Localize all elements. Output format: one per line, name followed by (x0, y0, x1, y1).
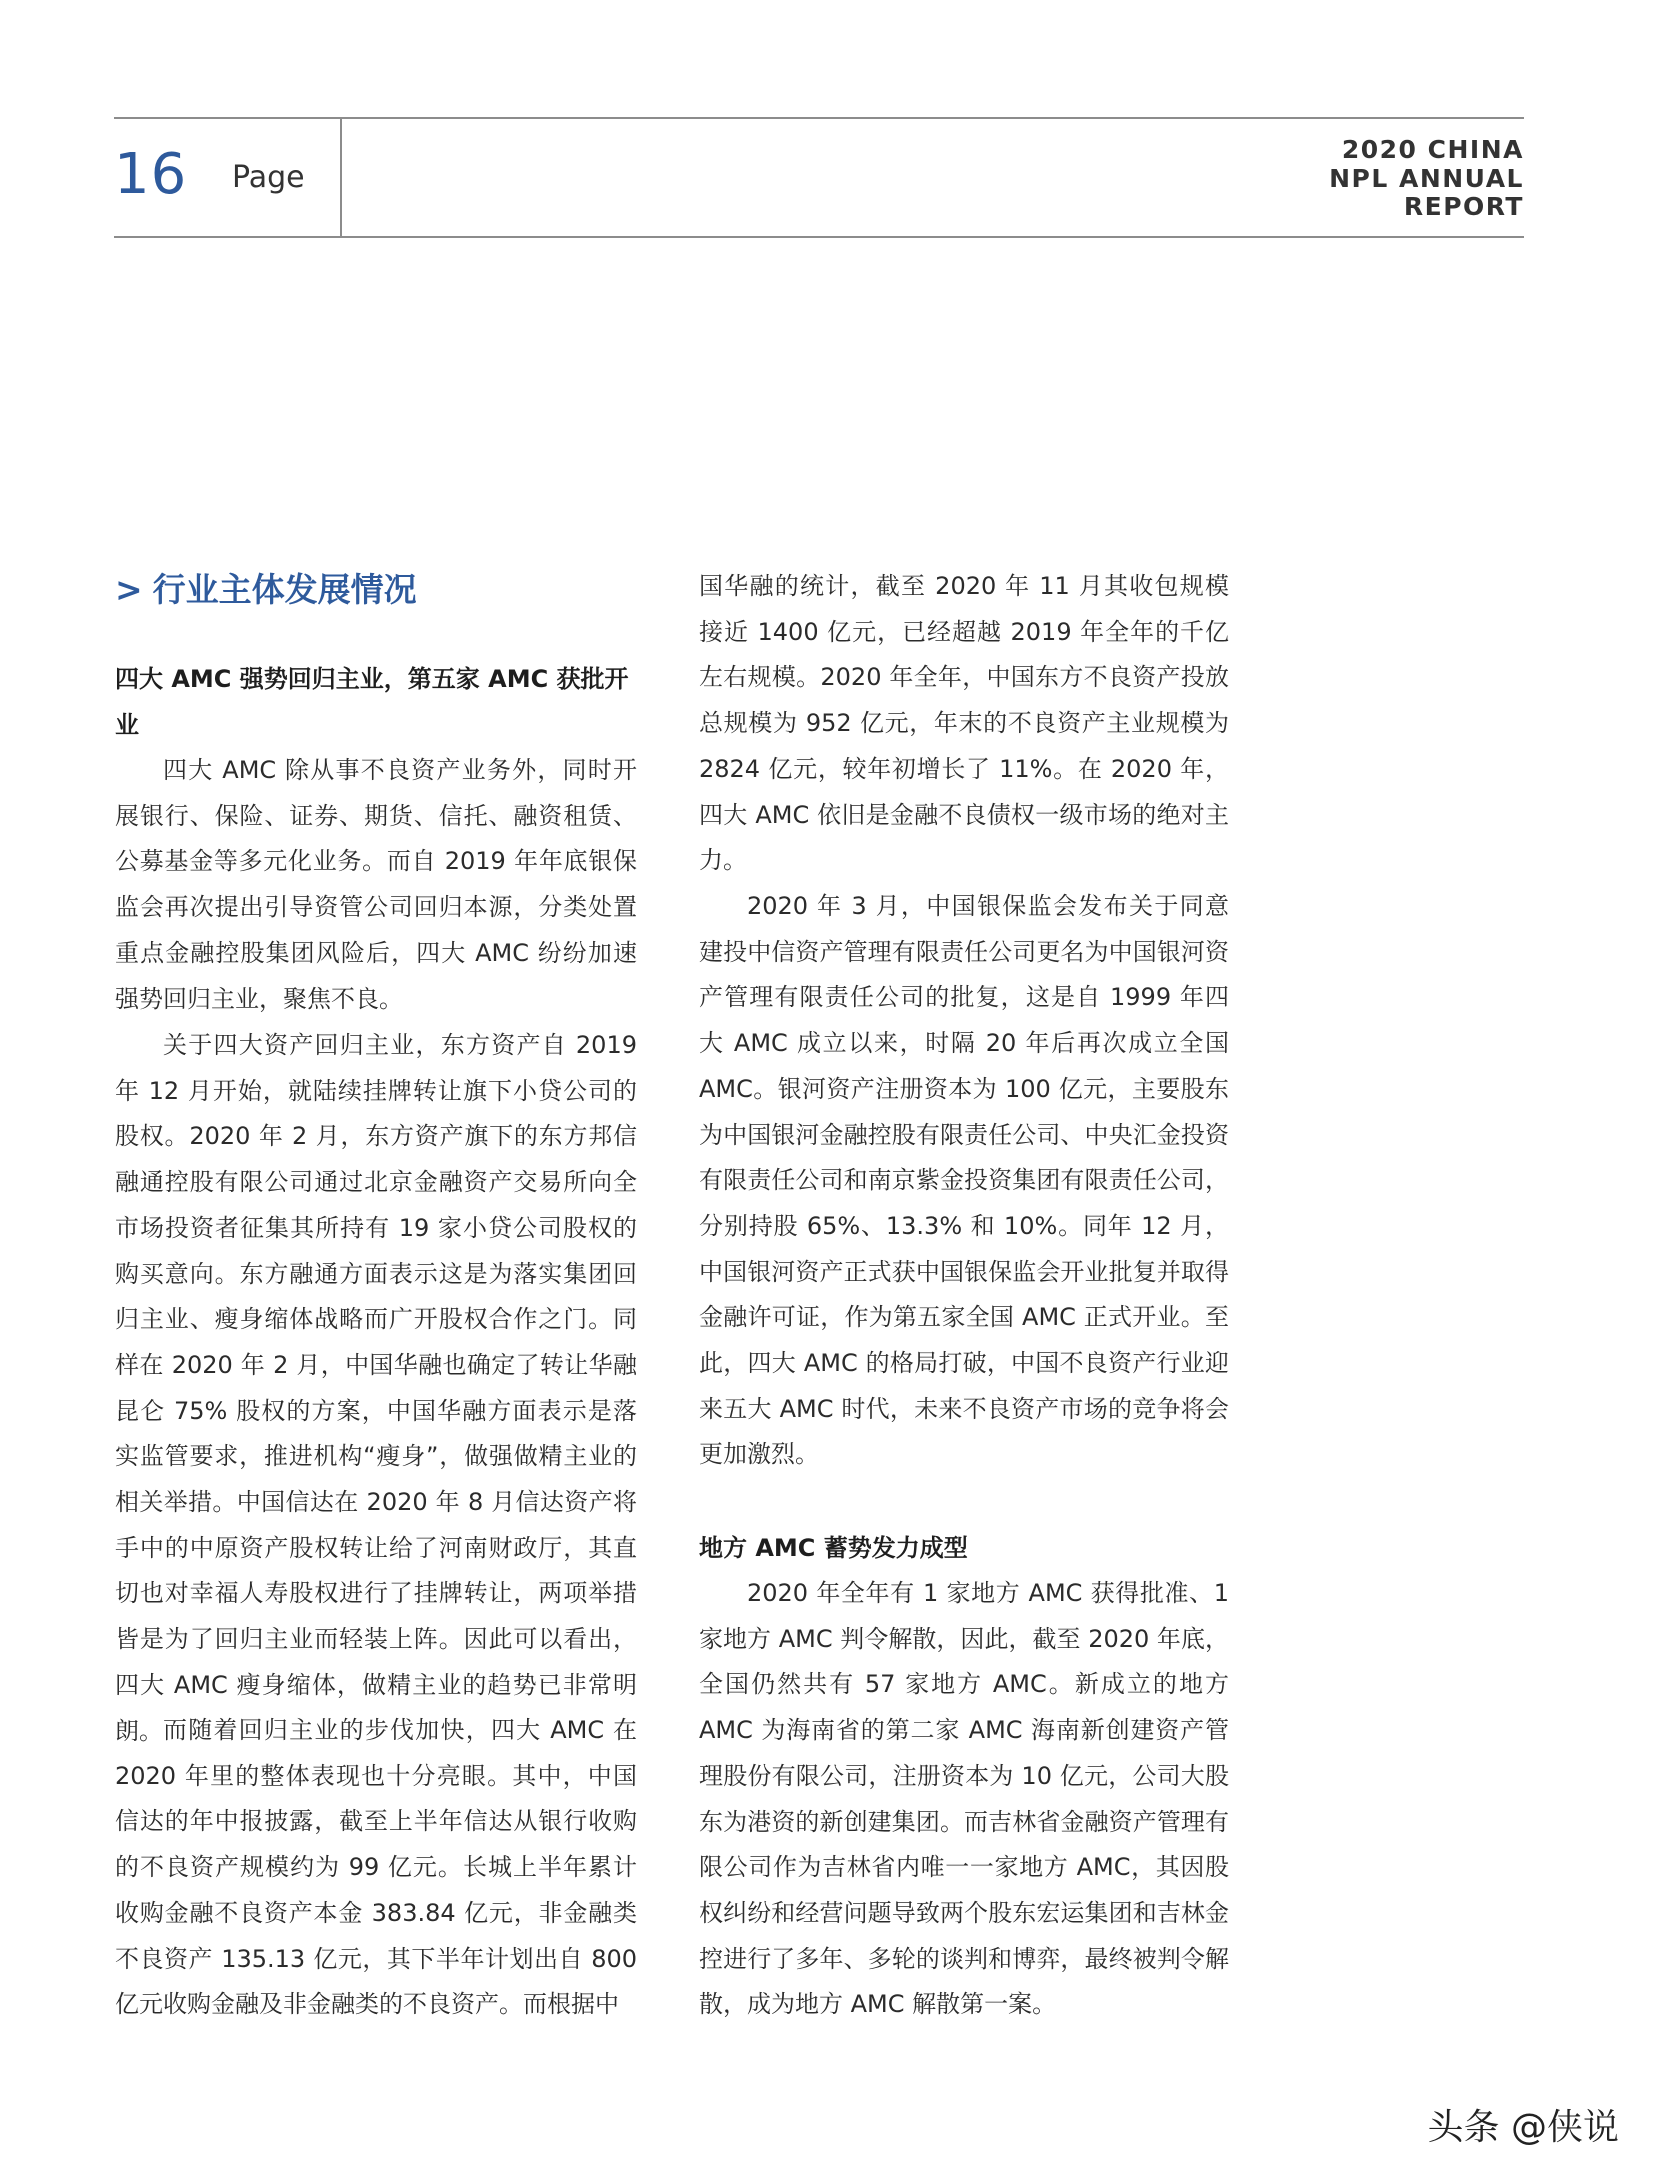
watermark: 头条 @侠说 (1427, 2107, 1619, 2148)
report-title-line: 2020 CHINA (1341, 135, 1524, 164)
page-number: 16 (114, 142, 188, 207)
page-label: Page (232, 160, 305, 195)
chevron-right-icon: > (115, 570, 143, 609)
right-paragraph-continuation: 国华融的统计，截至 2020 年 11 月其收包规模接近 1400 亿元，已经超越 2019 年全年的千亿左右规模。2020 年全年，中国东方不良资产投放总规模为 952 亿元，年末的不良资产主业规模为 2824 亿元，较年初增长了 11%。在 2020 年，四大 AMC 依旧是金融不良债权一级市场的绝对主力。 (699, 572, 1229, 875)
section-title (115, 566, 637, 614)
right-paragraph-2: 2020 年 3 月，中国银保监会发布关于同意建投中信资产管理有限责任公司更名为中国银河资产管理有限责任公司的批复，这是自 1999 年四大 AMC 成立以来，时隔 20 年后再次成立全国 AMC。银河资产注册资本为 100 亿元，主要股东为中国银河金融控股有限责任公司、中央汇金投资有限责任公司和南京紫金投资集团有限责任公司，分别持股 65%、13.3% 和 10%。同年 12 月，中国银河资产正式获中国银保监会开业批复并取得金融许可证，作为第五家全国 AMC 正式开业。至此，四大 AMC 的格局打破，中国不良资产行业迎来五大 AMC 时代，未来不良资产市场的竞争将会更加激烈。 (699, 892, 1229, 1469)
report-title (1164, 136, 1524, 222)
report-title-line: NPL ANNUAL (1329, 163, 1524, 193)
header-top-rule (114, 117, 1524, 119)
left-paragraph-3: 而随着回归主业的步伐加快，四大 AMC 在 2020 年里的整体表现也十分亮眼。其中，中国信达的年中报披露，截至上半年信达从银行收购的不良资产规模约为 99 亿元。长城上半年累计收购金融不良资产本金 383.84 亿元，非金融类不良资产 135.13 亿元，其下半年计划出自 800 亿元收购金融及非金融类的不良资产。而根据中 (115, 1716, 637, 2019)
right-subhead: 地方 AMC 蓄势发力成型 (699, 1534, 968, 1562)
header-divider (340, 119, 342, 236)
right-paragraph-3: 2020 年全年有 1 家地方 AMC 获得批准、1 家地方 AMC 判令解散，因此，截至 2020 年底，全国仍然共有 57 家地方 AMC。新成立的地方 AMC 为海南省的第二家 AMC 海南新创建资产管理股份有限公司，注册资本为 10 亿元，公司大股东为港资的新创建集团。而吉林省金融资产管理有限公司作为吉林省内唯一一家地方 AMC，其因股权纠纷和经营问题导致两个股东宏运集团和吉林金控进行了多年、多轮的谈判和博弈，最终被判令解散，成为地方 AMC 解散第一案。 (699, 1579, 1229, 2019)
left-subhead: 四大 AMC 强势回归主业，第五家 AMC 获批开业 (115, 665, 629, 739)
section-title-text: 行业主体发展情况 (152, 570, 417, 609)
left-paragraph-2: 关于四大资产回归主业，东方资产自 2019 年 12 月开始，就陆续挂牌转让旗下小贷公司的股权。2020 年 2 月，东方资产旗下的东方邦信融通控股有限公司通过北京金融资产交易所向全市场投资者征集其所持有 19 家小贷公司股权的购买意向。东方融通方面表示这是为落实集团回归主业、瘦身缩体战略而广开股权合作之门。同样在 2020 年 2 月，中国华融也确定了转让华融昆仑 75% 股权的方案，中国华融方面表示是落实监管要求，推进机构“瘦身”，做强做精主业的相关举措。中国信达在 2020 年 8 月信达资产将手中的中原资产股权转让给了河南财政厅，其直切也对幸福人寿股权进行了挂牌转让，两项举措皆是为了回归主业而轻装上阵。因此可以看出，四大 AMC 瘦身缩体，做精主业的趋势已非常明朗。 (115, 1031, 637, 1745)
report-title-line: REPORT (1403, 192, 1524, 221)
header-bottom-rule (114, 236, 1524, 238)
left-paragraph-1: 四大 AMC 除从事不良资产业务外，同时开展银行、保险、证券、期货、信托、融资租赁、公募基金等多元化业务。而自 2019 年年底银保监会再次提出引导资管公司回归本源，分类处置重点金融控股集团风险后，四大 AMC 纷纷加速强势回归主业，聚焦不良。 (115, 756, 637, 1013)
